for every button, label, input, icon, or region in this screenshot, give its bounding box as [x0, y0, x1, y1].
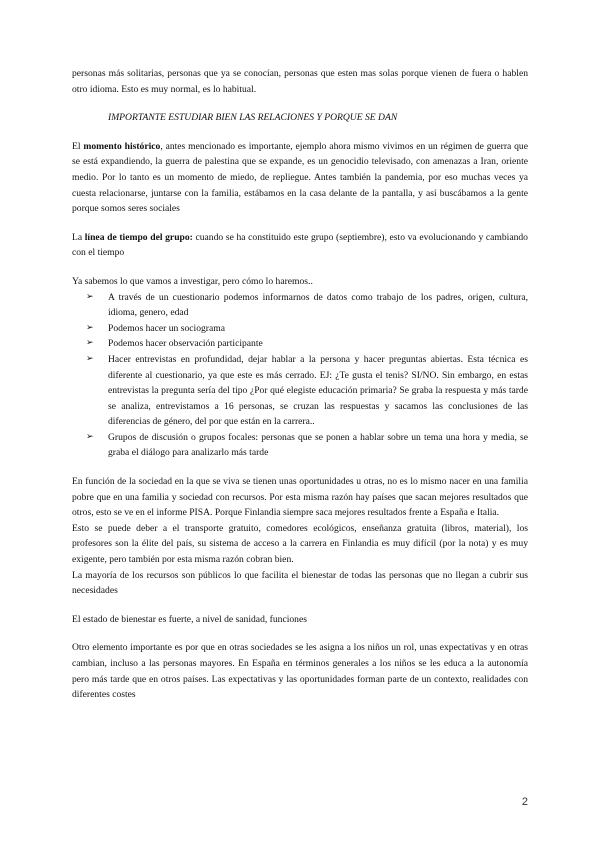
- text-prefix: El: [72, 140, 84, 152]
- list-item: [72, 336, 528, 352]
- paragraph-historical-moment: [72, 139, 528, 217]
- arrow-bullet-icon: ➢: [86, 353, 94, 364]
- paragraph-welfare-state: El estado de bienestar es fuerte, a nivel de sanidad, funciones: [72, 613, 307, 625]
- text-prefix: La: [72, 231, 85, 243]
- text-body: , antes mencionado es importante, ejemplo ahora mismo vivimos en un régimen de guerra que se está expandiendo, la guerra de palestina que se expande, es un genocidio televisado, con amenazas a Iran, oriente medio. Por lo tanto es un momento de miedo, de repliegue. Antes también la pandemia, por eso muchas veces ya cuesta relacionarse, juntarse con la familia, estábamos en la casa delante de la pantalla, y así buscábamos a la gente porque somos seres sociales: [72, 140, 528, 215]
- arrow-bullet-icon: ➢: [86, 322, 94, 333]
- list-item: [72, 290, 528, 321]
- section-heading: IMPORTANTE ESTUDIAR BIEN LAS RELACIONES Y PORQUE SE DAN: [108, 112, 398, 124]
- list-item-text: Grupos de discusión o grupos focales: personas que se ponen a hablar sobre un tema una hora y media, se graba el diálogo para analizarlo más tarde: [108, 431, 528, 459]
- paragraph-opportunities: En función de la sociedad en la que se viva se tienen unas oportunidades u otras, no es lo mismo nacer en una familia pobre que en una familia y sociedad con recursos. Por esta misma razón hay países que sacan mejores resultados que otros, esto se ve en el informe PISA. Porque Finlandia siempre saca mejores resultados frente a España e Italia.: [72, 476, 528, 519]
- list-item-text: Podemos hacer observación participante: [108, 338, 263, 350]
- paragraph-roles-expectations: Otro elemento importante es por que en otras sociedades se les asigna a los niños un rol, unas expectativas y en otras cambian, incluso a las personas mayores. En España en términos generales a los niños se les educa a la autonomía pero más tarde que en otros países. Las expectativas y las oportunidades forman parte de un contexto, realidades con diferentes costes: [72, 642, 528, 701]
- paragraph-intro: personas más solitarias, personas que ya se conocían, personas que esten mas solas porque vienen de fuera o hablen otro idioma. Esto es muy normal, es lo habitual.: [72, 68, 528, 95]
- text-body: cuando se ha constituido este grupo (septiembre), esto va evolucionando y cambiando con el tiempo: [72, 231, 528, 259]
- paragraph-research-methods: Ya sabemos lo que vamos a investigar, pero cómo lo haremos..: [72, 275, 313, 287]
- arrow-bullet-icon: ➢: [86, 291, 94, 302]
- arrow-bullet-icon: ➢: [86, 338, 94, 349]
- arrow-bullet-icon: ➢: [86, 431, 94, 442]
- list-item-text: Hacer entrevistas en profundidad, dejar hablar a la persona y hacer preguntas abiertas. Esta técnica es diferente al cuestionario, ya que este es más cerrado. EJ: ¿Te gusta el tenis? SI/NO. Sin embargo, en estas entrevistas la pregunta sería del tipo ¿Por qué elegiste educación primaria? Se graba la respuesta y más tarde se analiza, entrevistamos a 16 personas, se cruzan las respuestas y sacamos las conclusiones de las diferencias de género, del por que están en la carrera..: [108, 353, 528, 428]
- methods-list: [72, 290, 528, 462]
- list-item: [72, 352, 528, 430]
- list-item-text: Podemos hacer un sociograma: [108, 322, 225, 334]
- list-item: [72, 430, 528, 461]
- list-item-text: A través de un cuestionario podemos informarnos de datos como trabajo de los padres, origen, cultura, idioma, genero, edad: [108, 291, 528, 319]
- page-content: [72, 66, 528, 703]
- bold-term: momento histórico: [83, 140, 161, 152]
- paragraph-group-timeline: [72, 230, 528, 261]
- paragraph-finland: Esto se puede deber a el transporte gratuito, comedores ecológicos, enseñanza gratuita (libros, material), los profesores son la élite del país, su sistema de acceso a la carrera en Finlandia es muy difícil (por la nota) y es muy exigente, pero también por esta misma razón cobran bien.: [72, 522, 528, 566]
- page-number: 2: [521, 796, 528, 808]
- list-item: [72, 321, 528, 337]
- bold-term: línea de tiempo del grupo:: [84, 231, 193, 243]
- paragraph-public-resources: La mayoría de los recursos son públicos lo que facilita el bienestar de todas las personas que no llegan a cubrir sus necesidades: [72, 569, 528, 597]
